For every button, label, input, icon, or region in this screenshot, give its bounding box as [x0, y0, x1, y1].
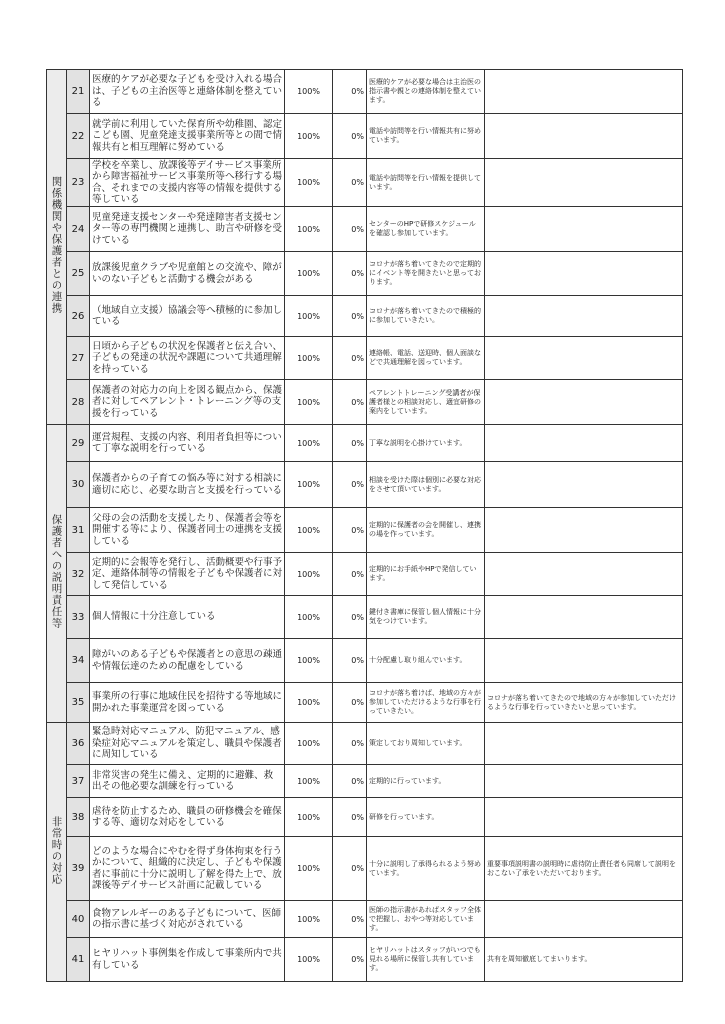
no-percent: 0%: [333, 798, 367, 837]
row-number: 24: [67, 207, 90, 252]
item-text: 放課後児童クラブや児童館との交流や、障がいのない子どもと活動する機会がある: [90, 252, 285, 296]
response-text: [485, 901, 683, 938]
yes-percent: 100%: [285, 380, 333, 425]
remark-text: 定期的に行っています。: [367, 765, 485, 798]
table-row: [47, 723, 683, 765]
table-row: [47, 798, 683, 837]
no-percent: 0%: [333, 114, 367, 159]
yes-percent: 100%: [285, 723, 333, 765]
no-percent: 0%: [333, 207, 367, 252]
item-text: 個人情報に十分注意している: [90, 596, 285, 639]
response-text: [485, 765, 683, 798]
response-text: [485, 70, 683, 114]
remark-text: ペアレントトレーニング受講者が保護者様との相談対応し、適宜研修の案内をしています。: [367, 380, 485, 425]
yes-percent: 100%: [285, 296, 333, 337]
item-text: ヒヤリハット事例集を作成して事業所内で共有している: [90, 938, 285, 982]
row-number: 31: [67, 508, 90, 553]
evaluation-table: [46, 69, 683, 982]
item-text: 父母の会の活動を支援したり、保護者会等を開催する等により、保護者同士の連携を支援している: [90, 508, 285, 553]
remark-text: コロナが落ち着いてきたので積極的に参加していきたい。: [367, 296, 485, 337]
remark-text: 医療的ケアが必要な場合は主治医の指示書や親との連絡体制を整えています。: [367, 70, 485, 114]
table-row: [47, 207, 683, 252]
category-cell: [47, 425, 67, 723]
yes-percent: 100%: [285, 70, 333, 114]
response-text: 共有を周知徹底してまいります。: [485, 938, 683, 982]
row-number: 35: [67, 683, 90, 723]
yes-percent: 100%: [285, 252, 333, 296]
item-text: 保護者の対応力の向上を図る観点から、保護者に対してペアレント・トレーニング等の支援を行っている: [90, 380, 285, 425]
table-row: [47, 114, 683, 159]
no-percent: 0%: [333, 596, 367, 639]
response-text: [485, 252, 683, 296]
response-text: [485, 296, 683, 337]
response-text: [485, 207, 683, 252]
response-text: [485, 337, 683, 380]
no-percent: 0%: [333, 683, 367, 723]
row-number: 37: [67, 765, 90, 798]
table-row: [47, 296, 683, 337]
no-percent: 0%: [333, 337, 367, 380]
remark-text: 策定しており周知しています。: [367, 723, 485, 765]
no-percent: 0%: [333, 380, 367, 425]
item-text: （地域自立支援）協議会等へ積極的に参加している: [90, 296, 285, 337]
remark-text: 電話や訪問等を行い情報共有に努めています。: [367, 114, 485, 159]
yes-percent: 100%: [285, 159, 333, 207]
yes-percent: 100%: [285, 207, 333, 252]
row-number: 27: [67, 337, 90, 380]
item-text: 児童発達支援センターや発達障害者支援センター等の専門機関と連携し、助言や研修を受けている: [90, 207, 285, 252]
table-row: [47, 252, 683, 296]
yes-percent: 100%: [285, 938, 333, 982]
table-row: [47, 337, 683, 380]
item-text: 事業所の行事に地域住民を招待する等地域に開かれた事業運営を図っている: [90, 683, 285, 723]
response-text: [485, 639, 683, 683]
no-percent: 0%: [333, 70, 367, 114]
response-text: [485, 114, 683, 159]
remark-text: 研修を行っています。: [367, 798, 485, 837]
table-row: [47, 901, 683, 938]
item-text: 就学前に利用していた保育所や幼稚園、認定こども園、児童発達支援事業所等との間で情報共有と相互理解に努めている: [90, 114, 285, 159]
category-cell: [47, 723, 67, 982]
yes-percent: 100%: [285, 798, 333, 837]
table-row: [47, 70, 683, 114]
item-text: 緊急時対応マニュアル、防犯マニュアル、感染症対応マニュアルを策定し、職員や保護者に周知している: [90, 723, 285, 765]
remark-text: ヒヤリハットはスタッフがいつでも見れる場所に保管し共有しています。: [367, 938, 485, 982]
yes-percent: 100%: [285, 765, 333, 798]
remark-text: コロナが落ち着けば、地域の方々が参加していただけるような行事を行っていきたい。: [367, 683, 485, 723]
row-number: 38: [67, 798, 90, 837]
yes-percent: 100%: [285, 596, 333, 639]
table-row: [47, 425, 683, 462]
response-text: [485, 553, 683, 596]
item-text: 虐待を防止するため、職員の研修機会を確保する等、適切な対応をしている: [90, 798, 285, 837]
no-percent: 0%: [333, 938, 367, 982]
table-row: [47, 639, 683, 683]
response-text: 重要事項説明書の説明時に虐待防止責任者も同席して説明をおこない了承をいただいております。: [485, 837, 683, 901]
item-text: 日頃から子どもの状況を保護者と伝え合い、子どもの発達の状況や課題について共通理解を持っている: [90, 337, 285, 380]
response-text: [485, 462, 683, 508]
yes-percent: 100%: [285, 114, 333, 159]
no-percent: 0%: [333, 159, 367, 207]
no-percent: 0%: [333, 462, 367, 508]
remark-text: 丁寧な説明を心掛けています。: [367, 425, 485, 462]
row-number: 34: [67, 639, 90, 683]
table-row: [47, 380, 683, 425]
item-text: 医療的ケアが必要な子どもを受け入れる場合は、子どもの主治医等と連絡体制を整えている: [90, 70, 285, 114]
row-number: 32: [67, 553, 90, 596]
response-text: [485, 380, 683, 425]
response-text: コロナが落ち着いてきたので地域の方々が参加していただけるような行事を行っていきたいと思っています。: [485, 683, 683, 723]
remark-text: 定期的に保護者の会を開催し、連携の場を作っています。: [367, 508, 485, 553]
row-number: 33: [67, 596, 90, 639]
remark-text: 定期的にお手紙やHPで発信しています。: [367, 553, 485, 596]
remark-text: 電話や訪問等を行い情報を提供しています。: [367, 159, 485, 207]
row-number: 39: [67, 837, 90, 901]
no-percent: 0%: [333, 508, 367, 553]
yes-percent: 100%: [285, 337, 333, 380]
yes-percent: 100%: [285, 683, 333, 723]
yes-percent: 100%: [285, 462, 333, 508]
row-number: 25: [67, 252, 90, 296]
row-number: 28: [67, 380, 90, 425]
no-percent: 0%: [333, 765, 367, 798]
row-number: 23: [67, 159, 90, 207]
no-percent: 0%: [333, 252, 367, 296]
no-percent: 0%: [333, 425, 367, 462]
row-number: 26: [67, 296, 90, 337]
no-percent: 0%: [333, 901, 367, 938]
remark-text: コロナが落ち着いてきたので定期的にイベント等を開きたいと思っております。: [367, 252, 485, 296]
table-row: [47, 765, 683, 798]
remark-text: 連絡帳、電話、送迎時、個人面談などで共通理解を図っています。: [367, 337, 485, 380]
remark-text: 医師の指示書があればスタッフ全体で把握し、おやつ等対応しています。: [367, 901, 485, 938]
yes-percent: 100%: [285, 553, 333, 596]
response-text: [485, 798, 683, 837]
item-text: 保護者からの子育ての悩み等に対する相談に適切に応じ、必要な助言と支援を行っている: [90, 462, 285, 508]
category-label: 保護者への説明責任等: [50, 514, 63, 629]
row-number: 22: [67, 114, 90, 159]
no-percent: 0%: [333, 723, 367, 765]
response-text: [485, 596, 683, 639]
item-text: 学校を卒業し、放課後等デイサービス事業所から障害福祉サービス事業所等へ移行する場合、それまでの支援内容等の情報を提供する等している: [90, 159, 285, 207]
row-number: 29: [67, 425, 90, 462]
item-text: 定期的に会報等を発行し、活動概要や行事予定、連絡体制等の情報を子どもや保護者に対して発信している: [90, 553, 285, 596]
table-row: [47, 938, 683, 982]
category-cell: [47, 70, 67, 425]
table-row: [47, 596, 683, 639]
remark-text: 鍵付き書庫に保管し個人情報に十分気をつけています。: [367, 596, 485, 639]
response-text: [485, 508, 683, 553]
category-label: 関係機関や保護者との連携: [50, 176, 63, 314]
no-percent: 0%: [333, 296, 367, 337]
response-text: [485, 159, 683, 207]
item-text: どのような場合にやむを得ず身体拘束を行うかについて、組織的に決定し、子どもや保護者に事前に十分に説明し了解を得た上で、放課後等デイサービス計画に記載している: [90, 837, 285, 901]
row-number: 41: [67, 938, 90, 982]
remark-text: 十分配慮し取り組んでいます。: [367, 639, 485, 683]
remark-text: 十分に説明し了承得られるよう努めています。: [367, 837, 485, 901]
yes-percent: 100%: [285, 639, 333, 683]
no-percent: 0%: [333, 553, 367, 596]
row-number: 21: [67, 70, 90, 114]
row-number: 30: [67, 462, 90, 508]
row-number: 36: [67, 723, 90, 765]
item-text: 食物アレルギーのある子どもについて、医師の指示書に基づく対応がされている: [90, 901, 285, 938]
remark-text: 相談を受けた際は個別に必要な対応をさせて頂いています。: [367, 462, 485, 508]
yes-percent: 100%: [285, 508, 333, 553]
response-text: [485, 723, 683, 765]
item-text: 障がいのある子どもや保護者との意思の疎通や情報伝達のための配慮をしている: [90, 639, 285, 683]
table-row: [47, 508, 683, 553]
no-percent: 0%: [333, 837, 367, 901]
yes-percent: 100%: [285, 425, 333, 462]
remark-text: センターのHPで研修スケジュールを確認し参加しています。: [367, 207, 485, 252]
category-label: 非常時の対応: [50, 815, 63, 885]
table-row: [47, 683, 683, 723]
table-row: [47, 462, 683, 508]
table-row: [47, 837, 683, 901]
table-row: [47, 159, 683, 207]
item-text: 非常災害の発生に備え、定期的に避難、救出その他必要な訓練を行っている: [90, 765, 285, 798]
table-row: [47, 553, 683, 596]
row-number: 40: [67, 901, 90, 938]
yes-percent: 100%: [285, 901, 333, 938]
yes-percent: 100%: [285, 837, 333, 901]
response-text: [485, 425, 683, 462]
no-percent: 0%: [333, 639, 367, 683]
item-text: 運営規程、支援の内容、利用者負担等について丁寧な説明を行っている: [90, 425, 285, 462]
